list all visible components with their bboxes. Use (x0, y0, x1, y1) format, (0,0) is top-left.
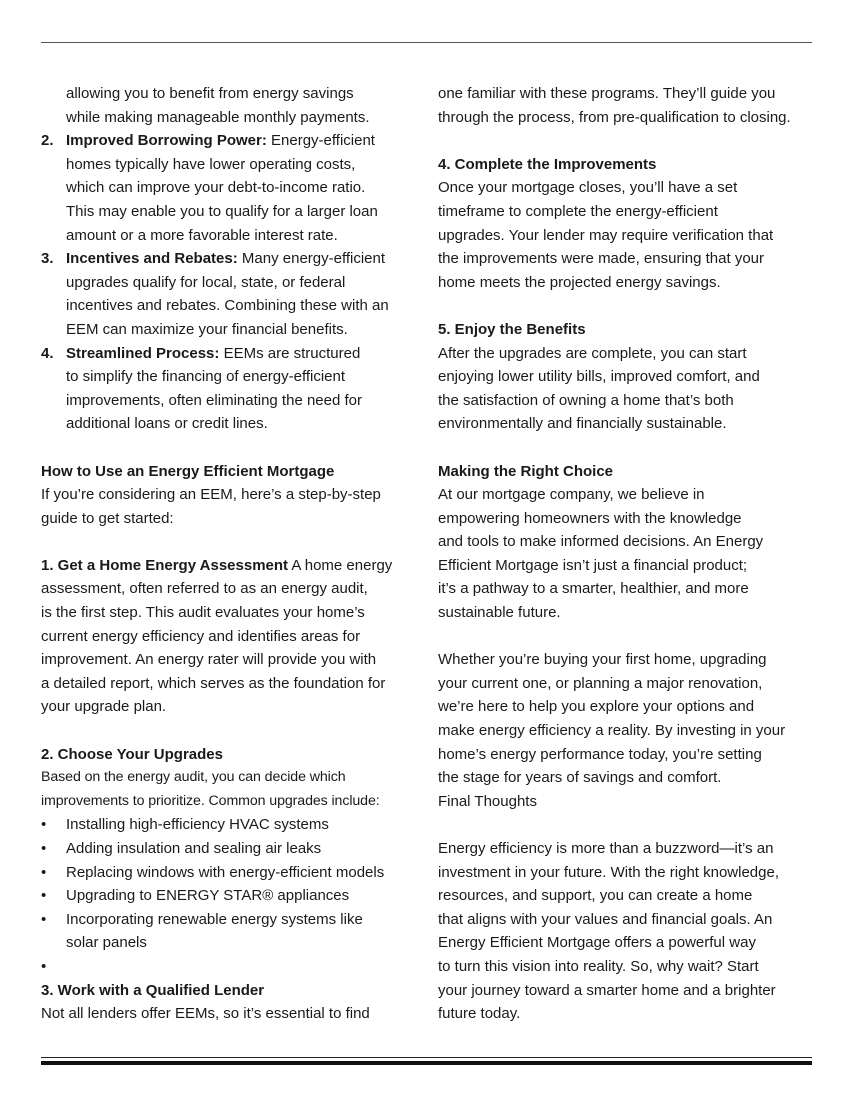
left-column (41, 82, 421, 1026)
benefit-1-continuation-line: while making manageable monthly payments. (66, 108, 370, 126)
top-rule (41, 42, 812, 43)
step-1-first-line (41, 554, 421, 578)
bullet-text: Adding insulation and sealing air leaks (66, 840, 322, 857)
paragraph-line: the stage for years of savings and comfort. (438, 769, 722, 787)
paragraph-line: a detailed report, which serves as the foundation for (41, 674, 386, 692)
paragraph-line: to turn this vision into reality. So, why wait? Start (438, 957, 759, 975)
paragraph-line: Energy Efficient Mortgage offers a powerful way (438, 934, 756, 952)
step-2-heading: 2. Choose Your Upgrades (41, 745, 223, 763)
paragraph-line: investment in your future. With the right knowledge, (438, 863, 780, 881)
spacer (438, 129, 816, 153)
benefit-title: Streamlined Process: (66, 344, 220, 362)
benefit-1-continuation-line: allowing you to benefit from energy savings (66, 85, 354, 102)
right-column (438, 82, 816, 1026)
benefit-line: upgrades qualify for local, state, or federal (66, 273, 346, 291)
paragraph-line: your journey toward a smarter home and a brighter (438, 981, 776, 999)
paragraph-line: upgrades. Your lender may require verification that (438, 226, 774, 244)
bullet-item (41, 861, 421, 885)
bullet-icon: • (41, 957, 47, 975)
paragraph-line: Whether you’re buying your first home, upgrading (438, 651, 767, 669)
benefit-line: which can improve your debt-to-income ratio. (66, 179, 366, 197)
paragraph-line: Once your mortgage closes, you’ll have a set (438, 179, 738, 197)
benefit-item-3 (41, 247, 421, 271)
bullet-text: Incorporating renewable energy systems like (66, 910, 363, 928)
bullet-item (41, 908, 421, 932)
paragraph-text: A home energy (291, 556, 393, 574)
spacer (41, 719, 421, 743)
paragraph-line: and tools to make informed decisions. An Energy (438, 533, 764, 551)
paragraph-line: current energy efficiency and identifies areas for (41, 627, 361, 645)
benefit-item-4 (41, 342, 421, 366)
spacer (41, 530, 421, 554)
benefit-title: Improved Borrowing Power: (66, 132, 267, 150)
spacer (41, 436, 421, 460)
right-choice-heading: Making the Right Choice (438, 462, 614, 480)
spacer (438, 625, 816, 649)
paragraph-line: guide to get started: (41, 509, 174, 527)
paragraph-line: your current one, or planning a major renovation, (438, 674, 763, 692)
paragraph-line: it’s a pathway to a smarter, healthier, and more (438, 580, 749, 598)
paragraph-line: Efficient Mortgage isn’t just a financial product; (438, 556, 748, 574)
list-number: 4. (41, 344, 54, 362)
benefit-text: Energy-efficient (271, 132, 375, 150)
paragraph-line: Not all lenders offer EEMs, so it’s essential to find (41, 1005, 370, 1023)
step-1-heading: 1. Get a Home Energy Assessment (41, 556, 289, 574)
bullet-icon: • (41, 863, 47, 881)
spacer (438, 813, 816, 837)
how-to-heading: How to Use an Energy Efficient Mortgage (41, 462, 335, 480)
paragraph-line: home’s energy performance today, you’re setting (438, 745, 762, 763)
benefit-line: EEM can maximize your financial benefits. (66, 320, 348, 338)
benefit-line: homes typically have lower operating costs, (66, 155, 356, 173)
bullet-item (41, 837, 421, 861)
paragraph-line: sustainable future. (438, 604, 561, 622)
empty-bullet-item (41, 955, 421, 979)
paragraph-line: one familiar with these programs. They’ll guide you (438, 85, 776, 102)
step-4-heading: 4. Complete the Improvements (438, 155, 657, 173)
bullet-item (41, 813, 421, 837)
bullet-text: Upgrading to ENERGY STAR® appliances (66, 887, 350, 905)
benefit-line: This may enable you to qualify for a larger loan (66, 202, 378, 220)
bullet-text: Replacing windows with energy-efficient models (66, 863, 385, 881)
paragraph-line: timeframe to complete the energy-efficient (438, 202, 718, 220)
benefit-item-2 (41, 129, 421, 153)
paragraph-line: Energy efficiency is more than a buzzword—it’s an (438, 840, 774, 857)
benefit-text: EEMs are structured (223, 344, 361, 362)
benefit-line: amount or a more favorable interest rate. (66, 226, 338, 244)
paragraph-line: At our mortgage company, we believe in (438, 486, 705, 504)
paragraph-line: through the process, from pre-qualification to closing. (438, 108, 791, 126)
list-number: 3. (41, 250, 54, 268)
spacer (438, 294, 816, 318)
paragraph-line: empowering homeowners with the knowledge (438, 509, 742, 527)
paragraph-line: improvements to prioritize. Common upgrades include: (41, 792, 380, 809)
step-3-heading: 3. Work with a Qualified Lender (41, 981, 265, 999)
paragraph-line: your upgrade plan. (41, 698, 167, 716)
paragraph-line: assessment, often referred to as an energy audit, (41, 580, 368, 598)
paragraph-line: enjoying lower utility bills, improved comfort, and (438, 368, 760, 386)
paragraph-line: that aligns with your values and financial goals. An (438, 910, 773, 928)
bottom-rule-thin (41, 1057, 812, 1058)
paragraph-line: If you’re considering an EEM, here’s a step-by-step (41, 486, 381, 504)
final-thoughts-heading: Final Thoughts (438, 792, 537, 810)
benefit-text: Many energy-efficient (241, 250, 386, 268)
benefit-line: improvements, often eliminating the need for (66, 391, 362, 409)
paragraph-line: Based on the energy audit, you can decide which (41, 769, 346, 786)
bullet-icon: • (41, 910, 47, 928)
paragraph-line: After the upgrades are complete, you can start (438, 344, 747, 362)
list-number: 2. (41, 132, 54, 150)
paragraph-line: home meets the projected energy savings. (438, 273, 721, 291)
bullet-icon: • (41, 816, 47, 834)
paragraph-line: the satisfaction of owning a home that’s both (438, 391, 734, 409)
paragraph-line: resources, and support, you can create a home (438, 887, 753, 905)
bottom-rule-thick (41, 1061, 812, 1065)
benefit-line: additional loans or credit lines. (66, 415, 268, 433)
paragraph-line: improvement. An energy rater will provide you with (41, 651, 377, 669)
paragraph-line: we’re here to help you explore your options and (438, 698, 755, 716)
bullet-icon: • (41, 840, 47, 857)
benefit-title: Incentives and Rebates: (66, 250, 238, 268)
paragraph-line: is the first step. This audit evaluates your home’s (41, 604, 365, 622)
spacer (438, 436, 816, 460)
benefit-line: to simplify the financing of energy-efficient (66, 368, 346, 386)
step-5-heading: 5. Enjoy the Benefits (438, 320, 586, 338)
bullet-icon: • (41, 887, 47, 905)
paragraph-line: the improvements were made, ensuring that your (438, 250, 764, 268)
bullet-text: Installing high-efficiency HVAC systems (66, 816, 329, 834)
bullet-continuation: solar panels (66, 934, 147, 952)
paragraph-line: make energy efficiency a reality. By investing in your (438, 722, 786, 740)
bullet-item (41, 884, 421, 908)
benefit-line: incentives and rebates. Combining these with an (66, 297, 389, 315)
paragraph-line: environmentally and financially sustainable. (438, 415, 727, 433)
paragraph-line: future today. (438, 1005, 521, 1023)
